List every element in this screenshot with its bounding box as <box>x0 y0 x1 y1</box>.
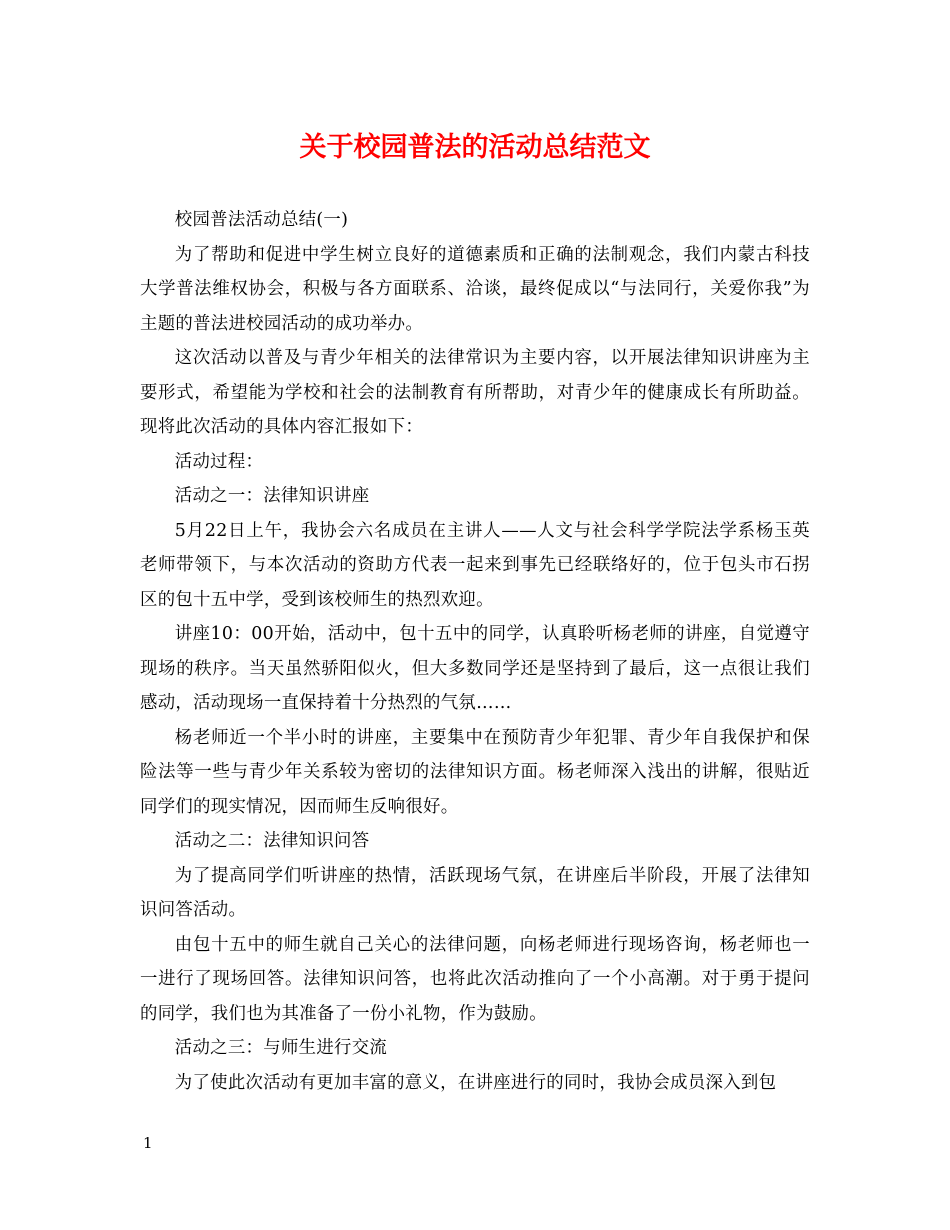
paragraph: 讲座10：00开始，活动中，包十五中的同学，认真聆听杨老师的讲座，自觉遵守现场的秩序。当天虽然骄阳似火，但大多数同学还是坚持到了最后，这一点很让我们感动，活动现场一直保持着十分热烈的气氛…… <box>140 624 810 713</box>
document-body <box>140 203 810 1100</box>
paragraph: 这次活动以普及与青少年相关的法律常识为主要内容，以开展法律知识讲座为主要形式，希望能为学校和社会的法制教育有所帮助，对青少年的健康成长有所助益。现将此次活动的具体内容汇报如下： <box>140 348 810 437</box>
paragraph: 为了帮助和促进中学生树立良好的道德素质和正确的法制观念，我们内蒙古科技大学普法维权协会，积极与各方面联系、洽谈，最终促成以“与法同行，关爱你我”为主题的普法进校园活动的成功举办。 <box>140 244 810 334</box>
section-heading: 活动之一：法律知识讲座 <box>174 486 370 506</box>
paragraph: 由包十五中的师生就自己关心的法律问题，向杨老师进行现场咨询，杨老师也一一进行了现场回答。法律知识问答，也将此次活动推向了一个小高潮。对于勇于提问的同学，我们也为其准备了一份小礼物，作为鼓励。 <box>140 934 810 1024</box>
paragraph: 杨老师近一个半小时的讲座，主要集中在预防青少年犯罪、青少年自我保护和保险法等一些与青少年关系较为密切的法律知识方面。杨老师深入浅出的讲解，很贴近同学们的现实情况，因而师生反响很好。 <box>140 727 810 817</box>
section-heading: 活动之三：与师生进行交流 <box>174 1038 388 1058</box>
document-title: 关于校园普法的活动总结范文 <box>299 132 651 163</box>
paragraph: 5月22日上午，我协会六名成员在主讲人——人文与社会科学学院法学系杨玉英老师带领下，与本次活动的资助方代表一起来到事先已经联络好的，位于包头市石拐区的包十五中学，受到该校师生的热烈欢迎。 <box>140 520 810 610</box>
paragraph: 活动过程： <box>174 451 264 472</box>
page-number: 1 <box>143 1134 153 1152</box>
paragraph: 校园普法活动总结(一) <box>174 210 349 230</box>
section-heading: 活动之二：法律知识问答 <box>174 831 370 851</box>
paragraph: 为了提高同学们听讲座的热情，活跃现场气氛，在讲座后半阶段，开展了法律知识问答活动。 <box>140 865 810 920</box>
paragraph: 为了使此次活动有更加丰富的意义，在讲座进行的同时，我协会成员深入到包 <box>174 1072 777 1093</box>
